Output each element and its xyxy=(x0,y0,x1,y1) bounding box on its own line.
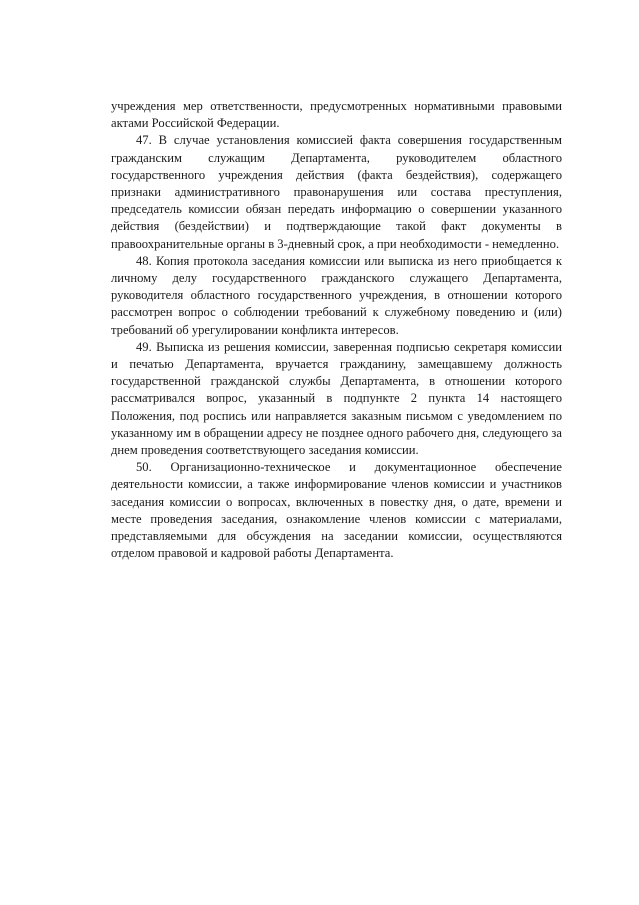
paragraph-47: 47. В случае установления комиссией факта совершения государственным гражданским служащим Департамента, руководителем областного государственного учреждения действия (факта бездействия), содержащего признаки административного правонарушения или состава преступления, председатель комиссии обязан передать информацию о совершении указанного действия (бездействии) и подтверждающие такой факт документы в правоохранительные органы в 3-дневный срок, а при необходимости - немедленно. xyxy=(111,133,562,251)
paragraph-48: 48. Копия протокола заседания комиссии или выписка из него приобщается к личному делу государственного гражданского служащего Департамента, руководителя областного государственного учреждения, в отношении которого рассмотрен вопрос о соблюдении требований к служебному поведению и (или) требований об урегулировании конфликта интересов. xyxy=(111,253,562,337)
paragraph-50: 50. Организационно-техническое и документационное обеспечение деятельности комиссии, а также информирование членов комиссии и участников заседания комиссии о вопросах, включенных в повестку дня, о дате, времени и месте проведения заседания, ознакомление членов комиссии с материалами, представляемыми для обсуждения на заседании комиссии, осуществляются отделом правовой и кадровой работы Департамента. xyxy=(111,460,562,561)
paragraph-continuation: учреждения мер ответственности, предусмотренных нормативными правовыми актами Российской Федерации. xyxy=(111,99,562,131)
paragraph-49: 49. Выписка из решения комиссии, заверенная подписью секретаря комиссии и печатью Департамента, вручается гражданину, замещавшему должность государственной гражданской службы Департамента, в отношении которого рассматривался вопрос, указанный в подпункте 2 пункта 14 настоящего Положения, под роспись или направляется заказным письмом с уведомлением по указанному им в обращении адресу не позднее одного рабочего дня, следующего за днем проведения соответствующего заседания комиссии. xyxy=(111,339,562,458)
document-body xyxy=(111,98,562,562)
